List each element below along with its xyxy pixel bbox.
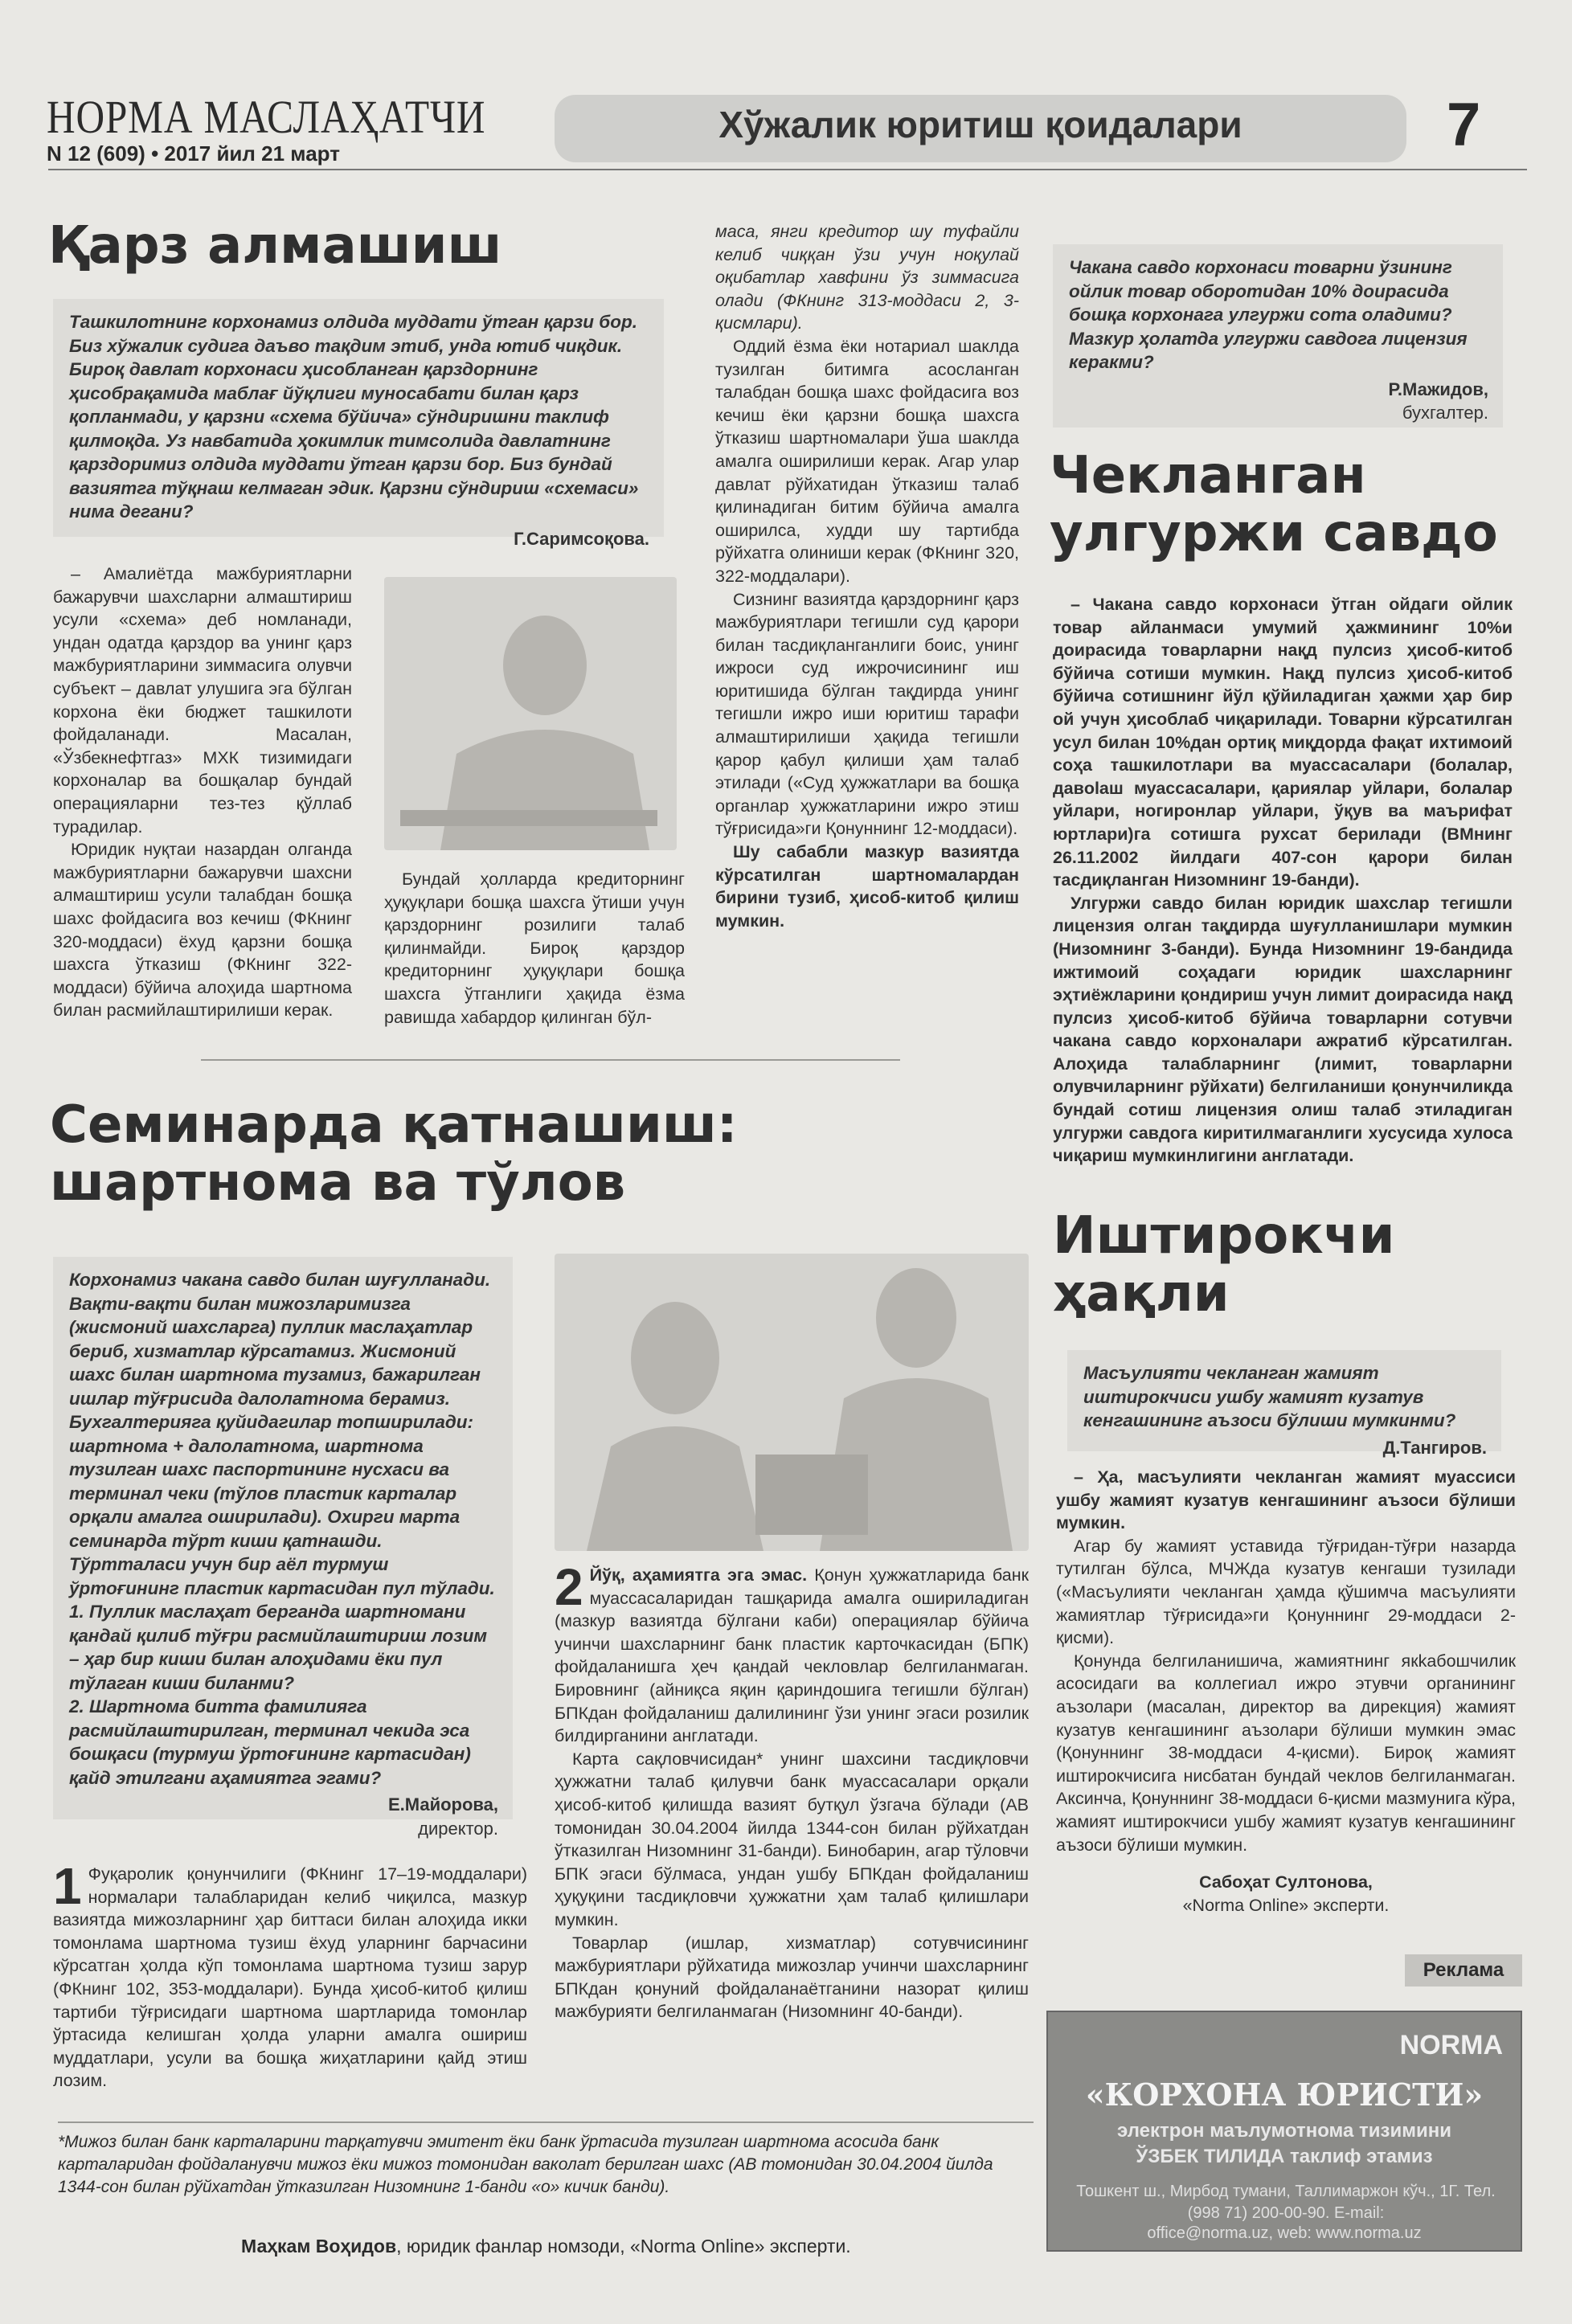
ad-tag: Реклама: [1405, 1954, 1522, 1986]
article2-p2: Улгуржи савдо билан юридик шахслар тегишли лицензия олган тақдирда шуғулланишлари мумкин (Низомнинг 3-банди). Бунда Низомнинг 19-бандида ижтимоий соҳадаги юридик шахсларнинг эҳтиёжларини қондириш учун лимит доирасида нақд пулсиз ҳисоб-китоб бўйича товарларни сотувчи чакана савдо корхоналари ажратиб кўрсатилган. Алоҳида талабларнинг (лимит, товарларни олувчиларнинг рўйхати) белгиланиши қонунчиликда бундай сотиш лицензия олиш талаб этиладиган улгуржи савдога киритилмаганлиги хусусида хулоса чиқариш мумкинлигини англатади.: [1053, 893, 1513, 1166]
photo-consultation: [555, 1254, 1029, 1551]
article2-p1: – Чакана савдо корхонаси ўтган ойдаги ойлик товар айланмаси умумий ҳажмининг 10%и доирасида товарларни нақд пулсиз ҳисоб-китоб бўйича сотиши мумкин. Нақд пулсиз ҳисоб-китоб бўйича сотишнинг йўл қўйиладиган ҳажми ҳар бир ой учун ҳисоблаб чиқарилади. Товарни кўрсатилган усул билан 10%дан ортиқ миқдорда фақат ихтимоий соҳа ташкилотлари ва муассасалари (болалар, давolaш муассасалари, қариялар уйлари, болалар уйлари, ногиронлар уйлари, ўқув ва маърифат юртлари)га сотишга рухсат берилади (ВМнинг 26.11.2002 йилдаги 407-сон қарори билан тасдиқланган Низомнинг 19-банди).: [1053, 595, 1513, 890]
article3-author: [241, 2236, 851, 2257]
footnote: *Мижоз билан банк карталарини тарқатувчи эмитент ёки банк ўртасида тузилган шартнома асосида банк карталаридан фойдаланувчи мижоз ёки мижоз томонидан ваколат берилган шахс (АВ томонидан 30.04.2004 йилда 1344-сон билан рўйхатдан ўтказилган Низомнинг 1-банди «о» кичик банди).: [58, 2133, 993, 2196]
answer2-p2: Карта сақловчисидан* унинг шахсини тасдиқловчи ҳужжатни талаб қилувчи банк муассасалари орқали ҳисоб-китоб қилишда вазият бутқул ўзгача бўлади (АВ томонидан 30.04.2004 йилда 1344-сон билан рўйхатдан ўтказилган Низомнинг 31-банди). Бинобарин, агар тўловчи БПК эгаси бўлмаса, ундан ушбу БПКдан фойдаланиш ҳуқуқини тасдиқловчи ҳужжатни ҳам талаб қилишлари мумкин.: [555, 1749, 1029, 1929]
ad-line1: электрон маълумотнома тизимини: [1117, 2120, 1451, 2142]
ad-title: «КОРХОНА ЮРИСТИ»: [1085, 2076, 1484, 2113]
article1-title: Қарз алмашиш: [48, 216, 502, 276]
article1-col3: [715, 220, 1019, 932]
masthead-title: НОРМА МАСЛАҲАТЧИ: [47, 91, 486, 143]
photo-worried-man: [384, 577, 677, 850]
answer2-p3: Товарлар (ишлар, хизматлар) сотувчисининг мажбуриятлари рўйхатида мижозлар учинчи шахсларнинг БПКдан қонуний фойдаланаётганини назорат қилиш мажбурияти белгиланмаган (Низомнинг 40-банди).: [555, 1933, 1029, 2022]
answer2-lead: Йўқ, аҳамиятга эга эмас.: [589, 1565, 808, 1585]
article1-question: Ташкилотнинг корхонамиз олдида муддати ўтган қарзи бор. Биз хўжалик судига даъво тақдим этиб, унда ютиб чиқдик. Бироқ давлат корхонаси ҳисобланган қарздорнинг ҳисобрақамида маблағ йўқлиги муносабати билан қарз қопланмади, у қарзни «схема бўйича» сўндиришни таклиф қилмоқда. Уз навбатида ҳокимлик тимсолида давлатнинг қарздоримиз олдида муддати ўтган қарзи бор. Биз бундай вазиятга тўқнаш келмаган эдик. Қарзни сўндириш «схемаси» нима дегани?: [69, 312, 639, 522]
article3-question-q2: 2. Шартнома битта фамилияга расмийлаштирилган, терминал чекида эса бошқаси (турмуш ўртоғининг картасидан) қайд этилгани аҳамиятга эгами?: [69, 1696, 471, 1788]
article1-col2-p1: Бундай ҳолларда кредиторнинг ҳуқуқлари бошқа шахсга ўтиши учун қарздорнинг розилиги талаб қилинмайди. Бироқ қарздор кредиторнинг ҳуқуқлари бошқа шахсга ўтганлиги ҳақида ёзма равишда хабардор қилинган бўл-: [384, 869, 685, 1027]
article1-col3-p3: Сизнинг вазиятда қарздорнинг қарз мажбуриятлари тегишли суд қарори билан тасдиқланганлиги боис, унинг ижроси суд ижрочисининг иш юритишида бўлган тақдирда унинг тегишли ижро иши юритиш тарафи алмаштирилиши ҳақида тегишли қарор қабул қилиши ҳам талаб этилади («Суд ҳужжатлари ва бошқа органлар ҳужжатларини ижро этиш тўғрисида»ги Қонуннинг 12-моддаси).: [715, 589, 1019, 839]
section-title: Хўжалик юритиш қоидалари: [718, 104, 1242, 145]
article1-col3-p2: Оддий ёзма ёки нотариал шаклда тузилган битимга асосланган талабдан бошқа шахс фойдасига воз кечиш ёки қарзни бошқа шахсга ўтказиш шартномалари ўша шаклда амалга оширилиши керак. Агар улар давлат рўйхатидан ўтказиш талаб қилинадиган битим бўйича амалга оширилса, худди шу тартибда рўйхатга олиниши керак (ФКнинг 320, 322-моддалари).: [715, 336, 1019, 586]
answer1-number: 1: [53, 1857, 82, 1915]
article1-col1: [53, 563, 352, 1022]
top-rule: [48, 169, 1527, 170]
article3-question-author-role: директор.: [418, 1818, 498, 1839]
answer1-text: Фуқаролик қонунчилиги (ФКнинг 17–19-моддалари) нормалари талабларидан келиб чиқилса, мазкур вазиятда мижозларнинг ҳар биттаси билан алоҳида икки томонлама шартнома тузиш ёхуд уларнинг барчасини кўрсатган ҳолда кўп томонлама шартнома тузиш зарур (ФКнинг 102, 353-моддалари). Бунда ҳисоб-китоб қилиш тартиби тўғрисидаги шартнома шартларида томонлар ўртасида келишган ҳолда уларни амалга ошириш муддатлари, усули ва бошқа жиҳатларини қайд этиш лозим.: [53, 1864, 527, 2091]
article4-title: Иштирокчи ҳақли: [1053, 1206, 1395, 1324]
article3-author-name: Маҳкам Воҳидов: [241, 2236, 397, 2256]
ad-banner[interactable]: [1046, 2011, 1522, 2252]
article1-divider: [201, 1059, 900, 1061]
article1-col1-p2: Юридик нуқтаи назардан олганда мажбуриятларни бажарувчи шахсни алмаштириш усули талабдан бошқа шахс фойдасига воз кечиш (ФКнинг 320-моддаси) ёхуд қарзни бошқа шахсга ўтказиш (ФКнинг 322-моддаси) бўйича алоҳида шартнома билан расмийлаштирилиши керак.: [53, 840, 352, 1021]
article1-col3-p4: Шу сабабли мазкур вазиятда кўрсатилган шартномалардан бирини тузиб, ҳисоб-китоб қилиш мумкин.: [715, 842, 1019, 931]
ad-line2: ЎЗБЕК ТИЛИДА таклиф этамиз: [1136, 2146, 1433, 2167]
ad-line3: Тошкент ш., Мирбод тумани, Таллимаржон кўч., 1Г. Тел. (998 71) 200-00-90. E-mail:: [1076, 2183, 1496, 2222]
article4-p1: – Ҳа, масъулияти чекланган жамият муассиси ушбу жамият кузатув кенгашининг аъзоси бўлиши мумкин.: [1056, 1467, 1516, 1533]
article1-col2: [384, 868, 685, 1029]
article4-author-role: «Norma Online» эксперти.: [1182, 1895, 1390, 1915]
article4-question-author: Д.Тангиров.: [1382, 1437, 1487, 1458]
issue-info: N 12 (609) • 2017 йил 21 март: [47, 141, 340, 166]
article3-author-role: , юридик фанлар номзоди, «Norma Online» эксперти.: [396, 2236, 851, 2256]
article2-body: [1053, 593, 1513, 1168]
article3-question-q1: 1. Пуллик маслаҳат берганда шартномани қандай қилиб тўғри расмийлаштириш лозим – ҳар бир киши билан алоҳидами ёки пул тўлаган киши биланми?: [69, 1602, 488, 1693]
article3-answer2: [555, 1558, 1029, 2023]
answer2-number: 2: [555, 1558, 583, 1616]
footnote-divider: [58, 2121, 1034, 2123]
article3-question-author: Е.Майорова,: [387, 1794, 498, 1815]
article1-question-box: [53, 299, 664, 549]
article3-answer1: [53, 1857, 527, 2093]
article2-title: Чекланган улгуржи савдо: [1050, 446, 1498, 563]
photo-consultation-figure: [555, 1254, 1029, 1551]
article2-question-author: Р.Мажидов,: [1388, 378, 1488, 399]
article4-body: [1056, 1466, 1516, 1917]
article1-col3-p1: маса, янги кредитор шу туфайли келиб чиққан ўзи учун ноқулай оқибатлар хавфини ўз зиммасига олади (ФКнинг 313-моддаси 2, 3-қисмлари).: [715, 222, 1019, 333]
article1-col1-p1: – Амалиётда мажбуриятларни бажарувчи шахсларни алмаштириш усули «схема» деб номланади, ундан одатда қарздор ва унинг қарз мажбуриятларини зиммасига олувчи субъект – давлат улушига эга бўлган корхона ёки бюджет ташкилоти фойдаланади. Масалан, «Ўзбекнефтгаз» МХК тизимидаги корхоналар ва бошқалар бундай операцияларни тез-тез қўллаб турадилар.: [53, 564, 352, 837]
article4-question: Масъулияти чекланган жамият иштирокчиси ушбу жамият кузатув кенгашининг аъзоси бўлиши мумкинми?: [1083, 1363, 1456, 1430]
ad-line4: office@norma.uz, web: www.norma.uz: [1147, 2224, 1422, 2242]
answer2-p1: Қонун ҳужжатларида банк муассасаларидан ташқарида амалга ошириладиган (мазкур вазиятда бўлгани каби) операциялар бўйича учинчи шахсларнинг банк пластик карточкасидан (БПК) фойдаланишга ҳеч қандай чекловлар белгиланмаган. Бировнинг (айниқса яқин қариндошига тегишли бўлган) БПКдан фойдаланиш далилининг ўзи унинг эгаси розилик билдирганини англатади.: [555, 1565, 1029, 1746]
article4-question-box: [1067, 1350, 1501, 1458]
article4-p2: Агар бу жамият уставида тўғридан-тўғри назарда тутилган бўлса, МЧЖда кузатув кенгаши тузилади («Масъулияти чекланган ҳамда қўшимча масъулияти жамиятлар тўғрисида»ги Қонуннинг 29-моддаси 2-қисми).: [1056, 1536, 1516, 1648]
article2-question-author-role: бухгалтер.: [1402, 403, 1488, 423]
article3-question-box: [53, 1257, 513, 1839]
article3-title: Семинарда қатнашиш: шартнома ва тўлов: [50, 1095, 738, 1213]
page-number: 7: [1447, 91, 1481, 159]
article4-p3: Қонунда белгиланишича, жамиятнинг якkaбошчилик асосидаги ва коллегиал ижро этувчи органининг аъзолари (масалан, директор ва дирекция) жамият кузатув кенгашининг аъзолари бўлиши мумкин эмас (Қонуннинг 38-моддаси 4-қисми). Бироқ жамият иштирокчисига нисбатан бундай чеклов белгиланмаган. Аксинча, Қонуннинг 38-моддаси 6-қисми мазмунига кўра, жамият иштирокчиси ушбу жамият кузатув кенгашининг аъзоси бўлиши мумкин.: [1056, 1651, 1516, 1855]
article3-question: Корхонамиз чакана савдо билан шуғулланади. Вақти-вақти билан мижозларимизга (жисмоний шахсларга) пуллик маслаҳатлар бериб, хизматлар кўрсатамиз. Жисмоний шахс билан шартнома тузамиз, бажарилган ишлар тўғрисида далолатнома берамиз. Бухгалтерияга қуйидагилар топширилади: шартнома + далолатнома, шартнома тузилган шахс паспортининг нусхаси ва терминал чеки (тўлов пластик карталар орқали амалга оширилади). Охирги марта семинарда тўрт киши қатнашди. Тўртталаси учун бир аёл турмуш ўртоғининг пластик картасидан пул тўлади.: [69, 1270, 495, 1598]
article2-question-box: [1053, 244, 1503, 428]
article4-author-name: Сабоҳат Султонова,: [1199, 1872, 1373, 1892]
photo-worried-man-figure: [384, 577, 677, 850]
ad-brand: NORMA: [1399, 2030, 1503, 2060]
article1-question-author: Г.Саримсоқова.: [514, 528, 649, 549]
article2-question: Чакана савдо корхонаси товарни ўзининг ойлик товар оборотидан 10% доирасида бошқа корхонага улгуржи сота оладими? Мазкур ҳолатда улгуржи савдога лицензия керакми?: [1069, 257, 1468, 372]
